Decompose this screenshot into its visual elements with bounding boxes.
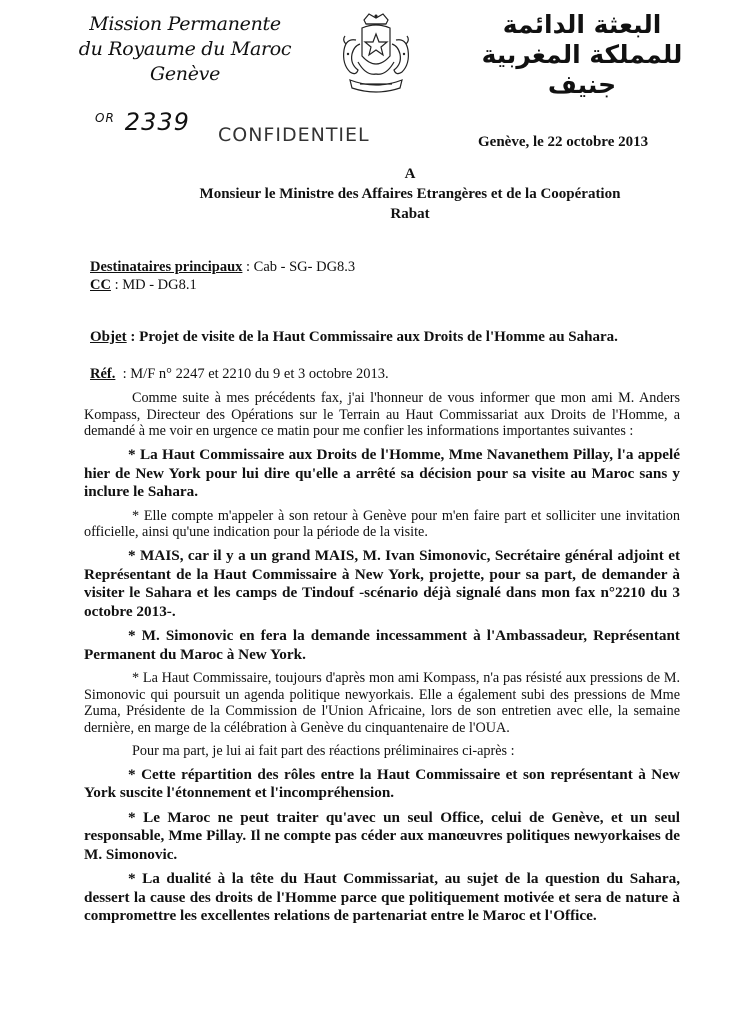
mission-ar-line-1: البعثة الدائمة <box>502 10 662 39</box>
paragraph: * La Haut Commissaire aux Droits de l'Homme, Mme Navanethem Pillay, l'a appelé hier de New York pour lui dire qu'elle a arrêté sa décision pour sa visite au Maroc sans y inclure le Sahara. <box>84 446 680 501</box>
letter-body <box>84 390 680 932</box>
paragraph: * Cette répartition des rôles entre la Haut Commissaire et son représentant à New York suscite l'étonnement et l'incompréhension. <box>84 765 680 802</box>
paragraph: * La Haut Commissaire, toujours d'après mon ami Kompass, n'a pas résisté aux pressions de M. Simonovic qui poursuit un agenda politique newyorkais. Elle a également subi des pressions de Mme Zuma, Présidente de la Commission de l'Union Africaine, lors de son entretien avec elle, la semaine dernière, en marge de la célébration à Genève du cinquantenaire de l'OUA. <box>84 670 680 737</box>
reference-line <box>90 366 389 383</box>
main-recipients-label: Destinataires principaux <box>90 259 243 275</box>
cc-value: : MD - DG8.1 <box>110 277 197 293</box>
addressee-to: A <box>404 166 416 182</box>
mission-line-1: Mission Permanente <box>89 13 281 35</box>
subject-label: Objet <box>90 329 127 345</box>
paragraph: Comme suite à mes précédents fax, j'ai l'honneur de vous informer que mon ami M. Anders Kompass, Directeur des Opérations sur le Terrain au Haut Commissariat aux Droits de l'Homme, a demandé à me voir en urgence ce matin pour me confier les informations importantes suivantes : <box>84 390 680 440</box>
mission-ar-line-3: جنيف <box>547 70 617 99</box>
mission-name-ar <box>462 10 702 100</box>
addressee-block <box>100 164 720 224</box>
recipients-block <box>90 258 355 294</box>
paragraph: * La dualité à la tête du Haut Commissariat, au sujet de la question du Sahara, dessert la cause des droits de l'Homme parce que politiquement motivée et sera de nature à compromettre les excellentes relations de partenariat entre le Maroc et l'Office. <box>84 870 680 925</box>
mission-line-2: du Royaume du Maroc <box>78 38 292 60</box>
paragraph: * Elle compte m'appeler à son retour à Genève pour m'en faire part et solliciter une invitation officielle, ainsi qu'une indication pour la période de la visite. <box>84 507 680 541</box>
reference-number: 2339 <box>124 108 190 136</box>
subject-text: Projet de visite de la Haut Commissaire aux Droits de l'Homme au Sahara. <box>139 329 618 345</box>
handwritten-reference <box>95 108 190 136</box>
paragraph: * M. Simonovic en fera la demande incessamment à l'Ambassadeur, Représentant Permanent du Maroc à New York. <box>84 627 680 663</box>
cc-recipients <box>90 276 355 294</box>
reference-prefix: OR <box>95 111 115 125</box>
cc-label: CC <box>90 277 111 293</box>
mission-line-3: Genève <box>149 63 221 85</box>
paragraph: * MAIS, car il y a un grand MAIS, M. Ivan Simonovic, Secrétaire général adjoint et Représentant de la Haut Commissaire à New York, projette, pour sa part, de demander à visiter le Sahara et les camps de Tindouf -scénario déjà signalé dans mon fax n°2210 du 3 octobre 2013-. <box>84 547 680 620</box>
mission-name-fr <box>60 12 310 87</box>
mission-ar-line-2: للمملكة المغربية <box>481 40 683 69</box>
addressee-city: Rabat <box>390 206 430 222</box>
moroccan-coat-of-arms-icon <box>336 10 416 96</box>
classification-stamp: CONFIDENTIEL <box>218 124 370 146</box>
subject-line: Objet : Projet de visite de la Haut Commissaire aux Droits de l'Homme au Sahara. <box>90 328 690 346</box>
reference-text: : M/F n° 2247 et 2210 du 9 et 3 octobre 2013. <box>122 366 389 382</box>
main-recipients <box>90 258 355 276</box>
paragraph: * Le Maroc ne peut traiter qu'avec un seul Office, celui de Genève, et un seul responsable, Mme Pillay. Il ne compte pas céder aux manœuvres politiques newyorkaises de M. Simonovic. <box>84 808 680 863</box>
addressee-name: Monsieur le Ministre des Affaires Etrangères et de la Coopération <box>199 186 621 202</box>
main-recipients-value: : Cab - SG- DG8.3 <box>242 259 356 275</box>
paragraph: Pour ma part, je lui ai fait part des réactions préliminaires ci-après : <box>132 742 515 759</box>
reference-label: Réf. <box>90 366 116 382</box>
document-date: Genève, le 22 octobre 2013 <box>478 134 649 150</box>
